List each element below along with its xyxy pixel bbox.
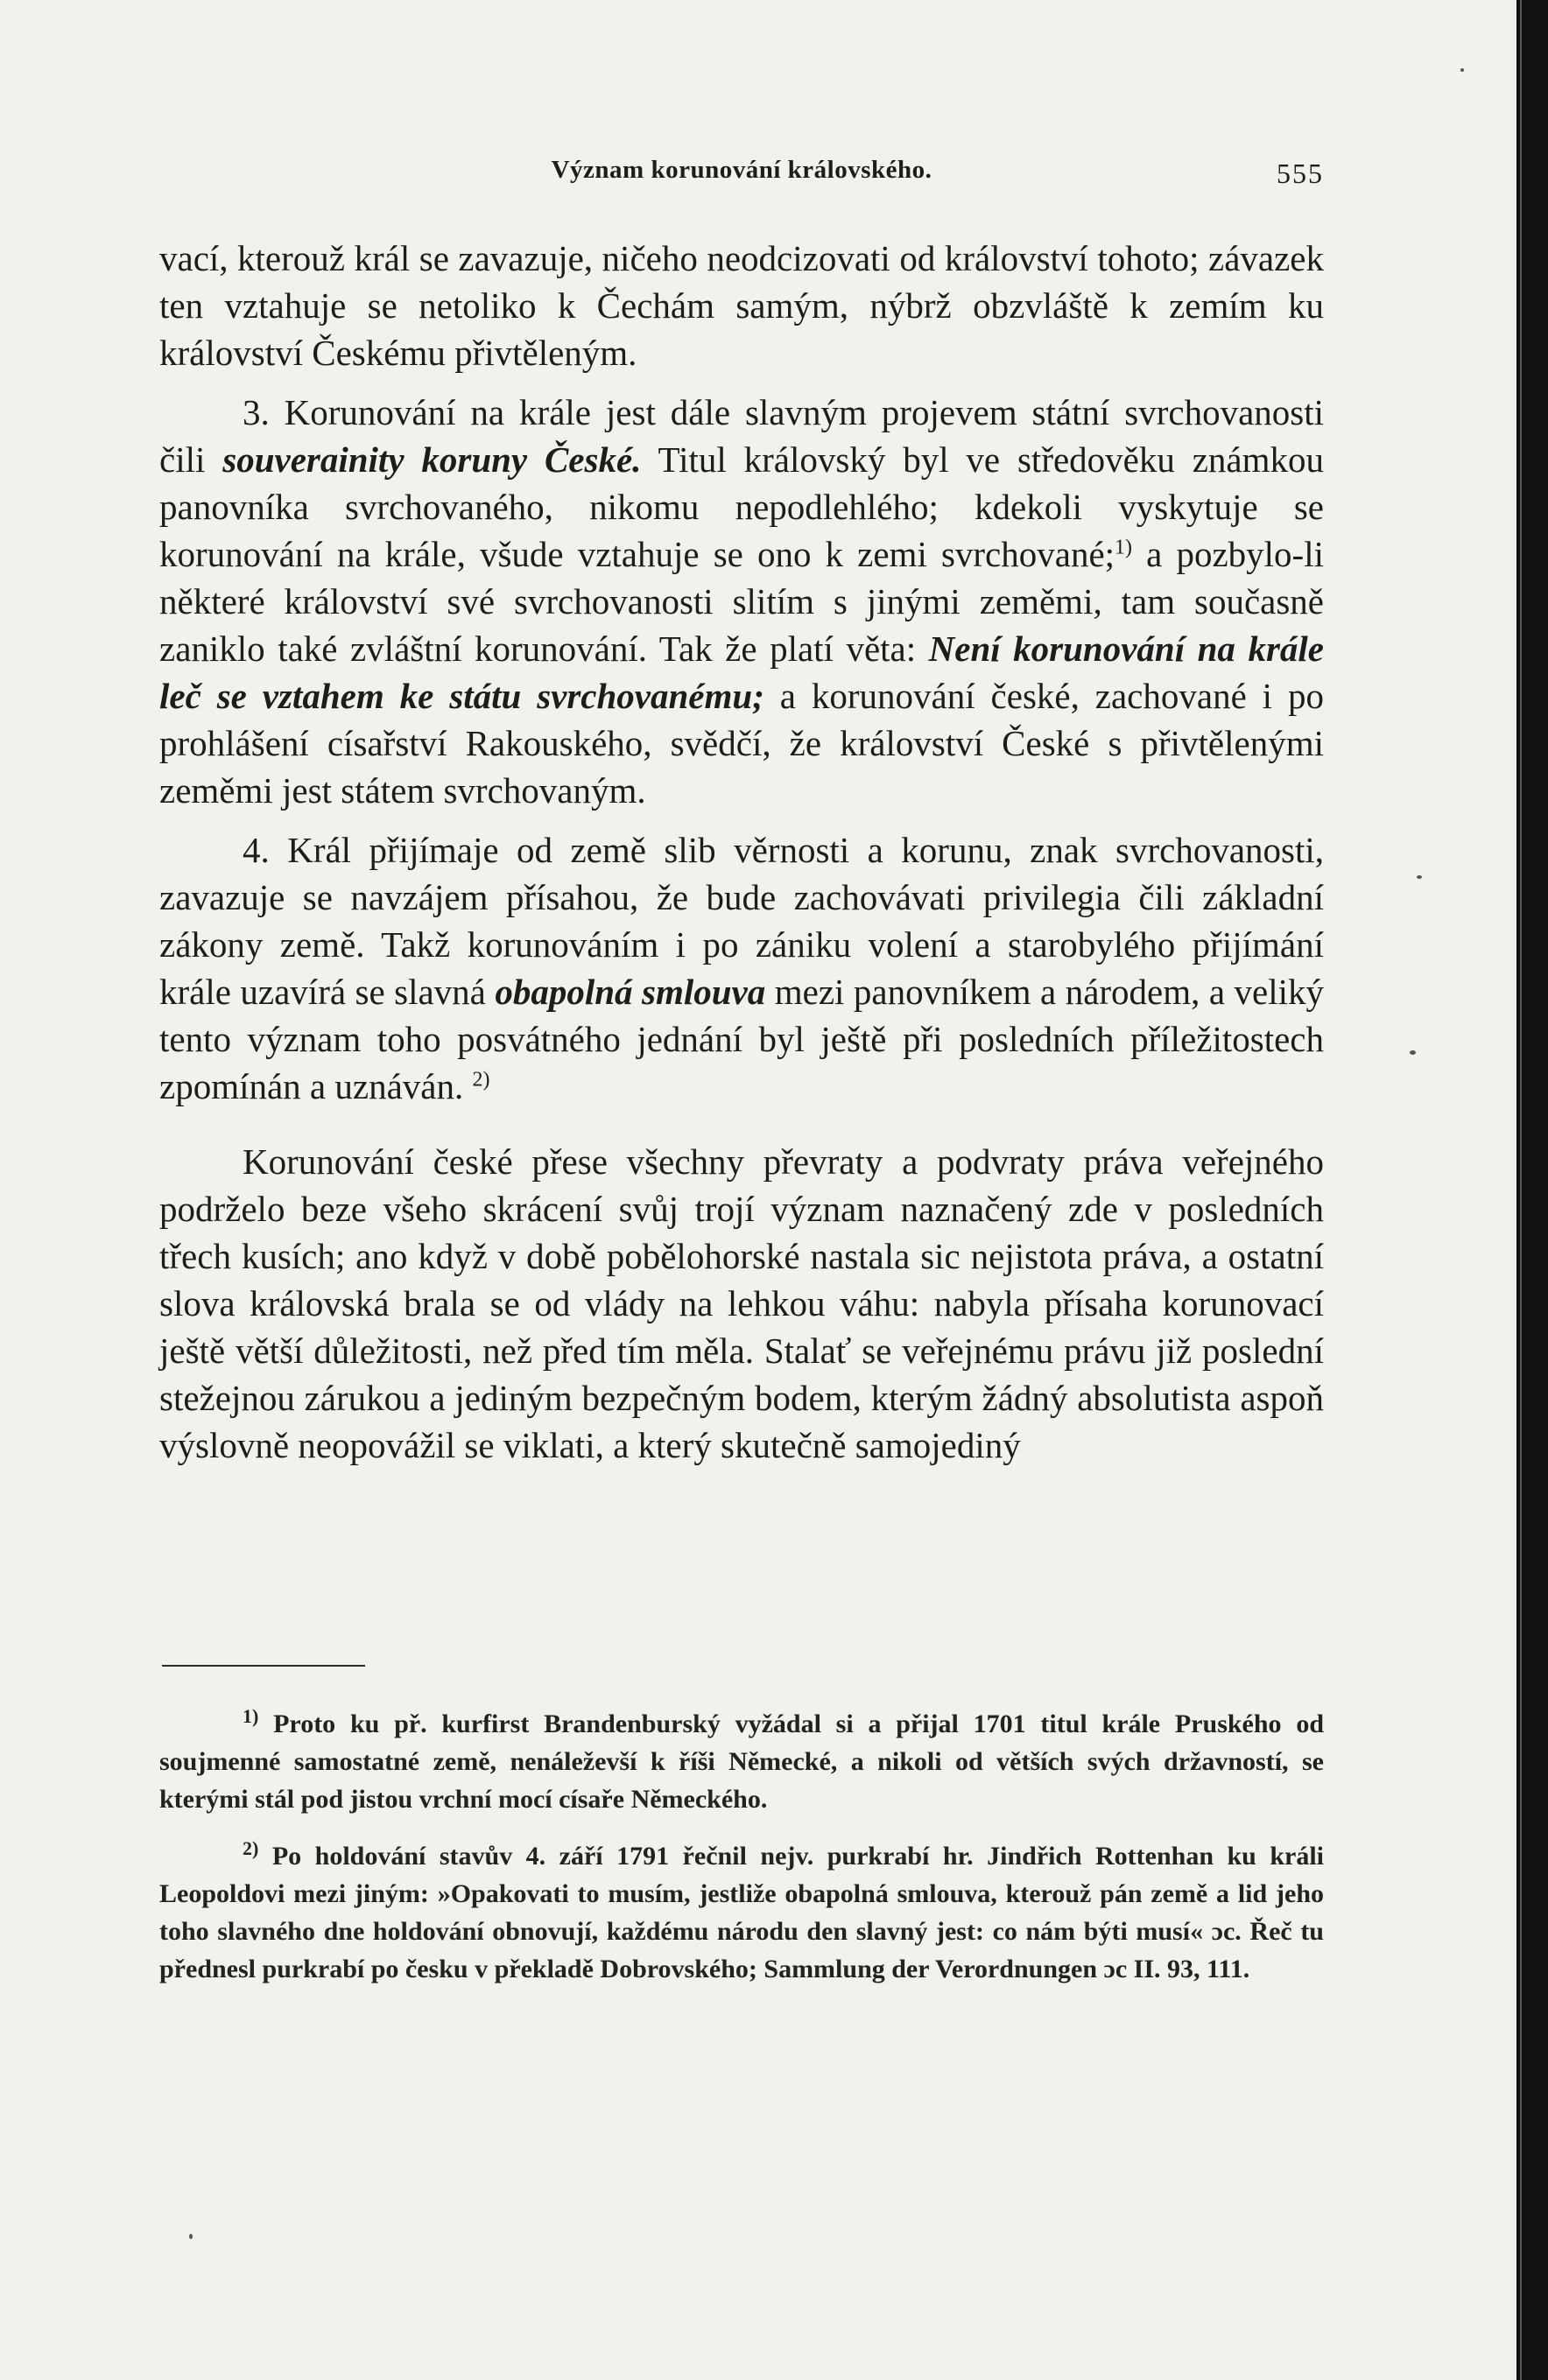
main-text <box>159 235 1324 1481</box>
paragraph-3-text-a: Korunování na krále jest dále slavným projevem státní svrchovanosti čili <box>159 392 1325 480</box>
section-number-4: 4. <box>243 830 270 870</box>
page-number: 555 <box>1277 158 1324 189</box>
footnote-ref-2: 2) <box>472 1068 490 1092</box>
paragraph-3-text-c: a pozbylo-li některé království své svrchovanosti slitím s jinými zeměmi, tam současně zaniklo také zvláštní korunování. Tak že platí věta: <box>159 534 1324 669</box>
emphasis-smlouva: obapolná smlouva <box>495 972 766 1012</box>
section-number-3: 3. <box>243 392 270 432</box>
paragraph-3 <box>159 389 1324 814</box>
footnote-2-text: Po holdování stavův 4. září 1791 řečnil nejv. purkrabí hr. Jindřich Rottenhan ku králi Leopoldovi mezi jiným: »Opakovati to musím, jestliže obapolná smlouva, kterouž pán země a lid jeho toho slavného dne holdování obnovují, každému národu den slavný jest: co nám býti musí« ɔc. Řeč tu přednesl purkrabí po česku v překladě Dobrovského; Sammlung der Verordnungen ɔc II. 93, 111. <box>159 1842 1325 1983</box>
paragraph-continuation: vací, kterouž král se zavazuje, ničeho neodcizovati od království tohoto; závazek ten vztahuje se netoliko k Čechám samým, nýbrž obzvláště k zemím ku království Českému přivtěleným. <box>159 238 1324 373</box>
running-title: Význam korunování královského. <box>551 156 932 184</box>
paragraph-5: Korunování české přese všechny převraty a podvraty práva veřejného podrželo beze všeho skrácení svůj trojí význam naznačený zde v posledních třech kusích; ano když v době pobělohorské nastala sic nejistota práva, a ostatní slova královská brala se od vlády na lehkou váhu: nabyla přísaha korunovací ještě větší důležitosti, než před tím měla. Stalať se veřejnému právu již poslední stežejnou zárukou a jediným bezpečným bodem, kterým žádný absolutista aspoň výslovně neopovážil se viklati, a který skutečně samojediný <box>159 1141 1324 1465</box>
paragraph-4-text-a: Král přijímaje od země slib věrnosti a korunu, znak svrchovanosti, zavazuje se navzájem přísahou, že bude zachovávati privilegia čili základní zákony země. Takž korunováním i po zániku volení a starobylého přijímání krále uzavírá se slavná <box>159 830 1325 1012</box>
footnote-1-text: Proto ku př. kurfirst Brandenburský vyžádal si a přijal 1701 titul krále Pruského od soujmenné samostatné země, nenáleževší k říši Německé, a nikoli od větších svých državností, se kterými stál pod jistou vrchní mocí císaře Německého. <box>159 1710 1325 1814</box>
page-header <box>159 156 1324 200</box>
paragraph-4-text-b: mezi panovníkem a národem, a veliký tento význam toho posvátného jednání byl ještě při posledních příležitostech zpomínán a uznáván. <box>159 972 1324 1106</box>
paper-speck <box>189 2234 193 2239</box>
paper-speck <box>1417 875 1422 879</box>
paragraph-4 <box>159 826 1324 1110</box>
paragraph-3-text-d: a korunování české, zachované i po prohlášení císařství Rakouského, svědčí, že království České s přivtělenými zeměmi jest státem svrchovaným. <box>159 676 1324 811</box>
scan-border-line <box>1520 0 1522 2380</box>
footnotes <box>159 1705 1324 2007</box>
paper-speck <box>1460 68 1464 72</box>
footnote-divider <box>162 1665 365 1667</box>
emphasis-souverainity: souverainity koruny České. <box>222 439 642 480</box>
paragraph-3-text-b: Titul královský byl ve středověku známkou panovníka svrchovaného, nikomu nepodlehlého; kdekoli vyskytuje se korunování na krále, všude vztahuje se ono k zemi svrchované; <box>159 439 1325 574</box>
emphasis-maxim: Není korunování na krále leč se vztahem ke státu svrchovanému; <box>159 628 1324 716</box>
footnote-2 <box>159 1837 1324 1988</box>
footnote-1 <box>159 1705 1324 1818</box>
footnote-ref-1: 1) <box>1115 536 1133 559</box>
paper-speck <box>1410 1050 1416 1055</box>
footnote-1-mark: 1) <box>243 1705 259 1727</box>
footnote-2-mark: 2) <box>243 1837 259 1859</box>
